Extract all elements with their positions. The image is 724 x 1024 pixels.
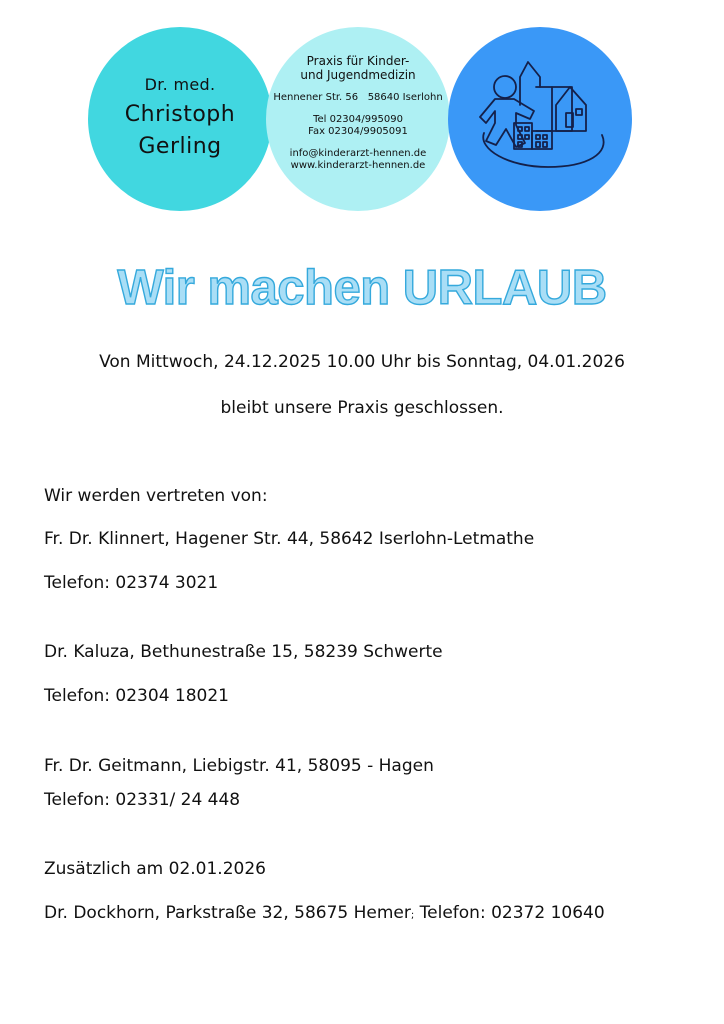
practice-email: info@kinderarzt-hennen.de [289,148,427,159]
separator: ; [410,910,415,921]
substitute-3-phone: Telefon: 02331/ 24 448 [44,790,241,810]
address-street: Hennener Str. 56 [273,92,359,103]
doctor-title: Dr. med. [144,75,216,94]
practice-name-line2: und Jugendmedizin [300,68,416,82]
practice-name-line1: Praxis für Kinder- [306,54,410,68]
practice-fax: Fax 02304/9905091 [308,126,408,137]
additional-address: Dr. Dockhorn, Parkstraße 32, 58675 Hemer [44,903,411,923]
substitute-1-phone: Telefon: 02374 3021 [44,573,219,593]
substitute-2-address: Dr. Kaluza, Bethunestraße 15, 58239 Schwerte [44,642,443,662]
practice-info-circle [266,27,450,211]
doctor-last-name: Gerling [138,134,222,159]
closure-period: Von Mittwoch, 24.12.2025 10.00 Uhr bis Sonntag, 04.01.2026 [99,352,625,372]
practice-website: www.kinderarzt-hennen.de [290,160,426,171]
child-and-houses-icon [448,27,632,211]
doctor-name-circle [88,27,272,211]
substitute-2-phone: Telefon: 02304 18021 [44,686,229,706]
substitute-1-address: Fr. Dr. Klinnert, Hagener Str. 44, 58642 Iserlohn-Letmathe [44,529,535,549]
logo-icon-circle [448,27,632,211]
additional-substitute [44,903,605,923]
substitutes-intro: Wir werden vertreten von: [44,486,268,506]
doctor-first-name: Christoph [124,102,236,127]
practice-address [273,92,442,104]
additional-phone: Telefon: 02372 10640 [419,903,605,923]
practice-phone: Tel 02304/995090 [313,114,403,125]
substitute-3-address: Fr. Dr. Geitmann, Liebigstr. 41, 58095 - Hagen [44,756,434,776]
address-city: 58640 Iserlohn [367,92,443,103]
closure-notice: bleibt unsere Praxis geschlossen. [220,398,504,418]
additional-date: Zusätzlich am 02.01.2026 [44,859,266,879]
vacation-headline: Wir machen URLAUB [117,261,607,315]
